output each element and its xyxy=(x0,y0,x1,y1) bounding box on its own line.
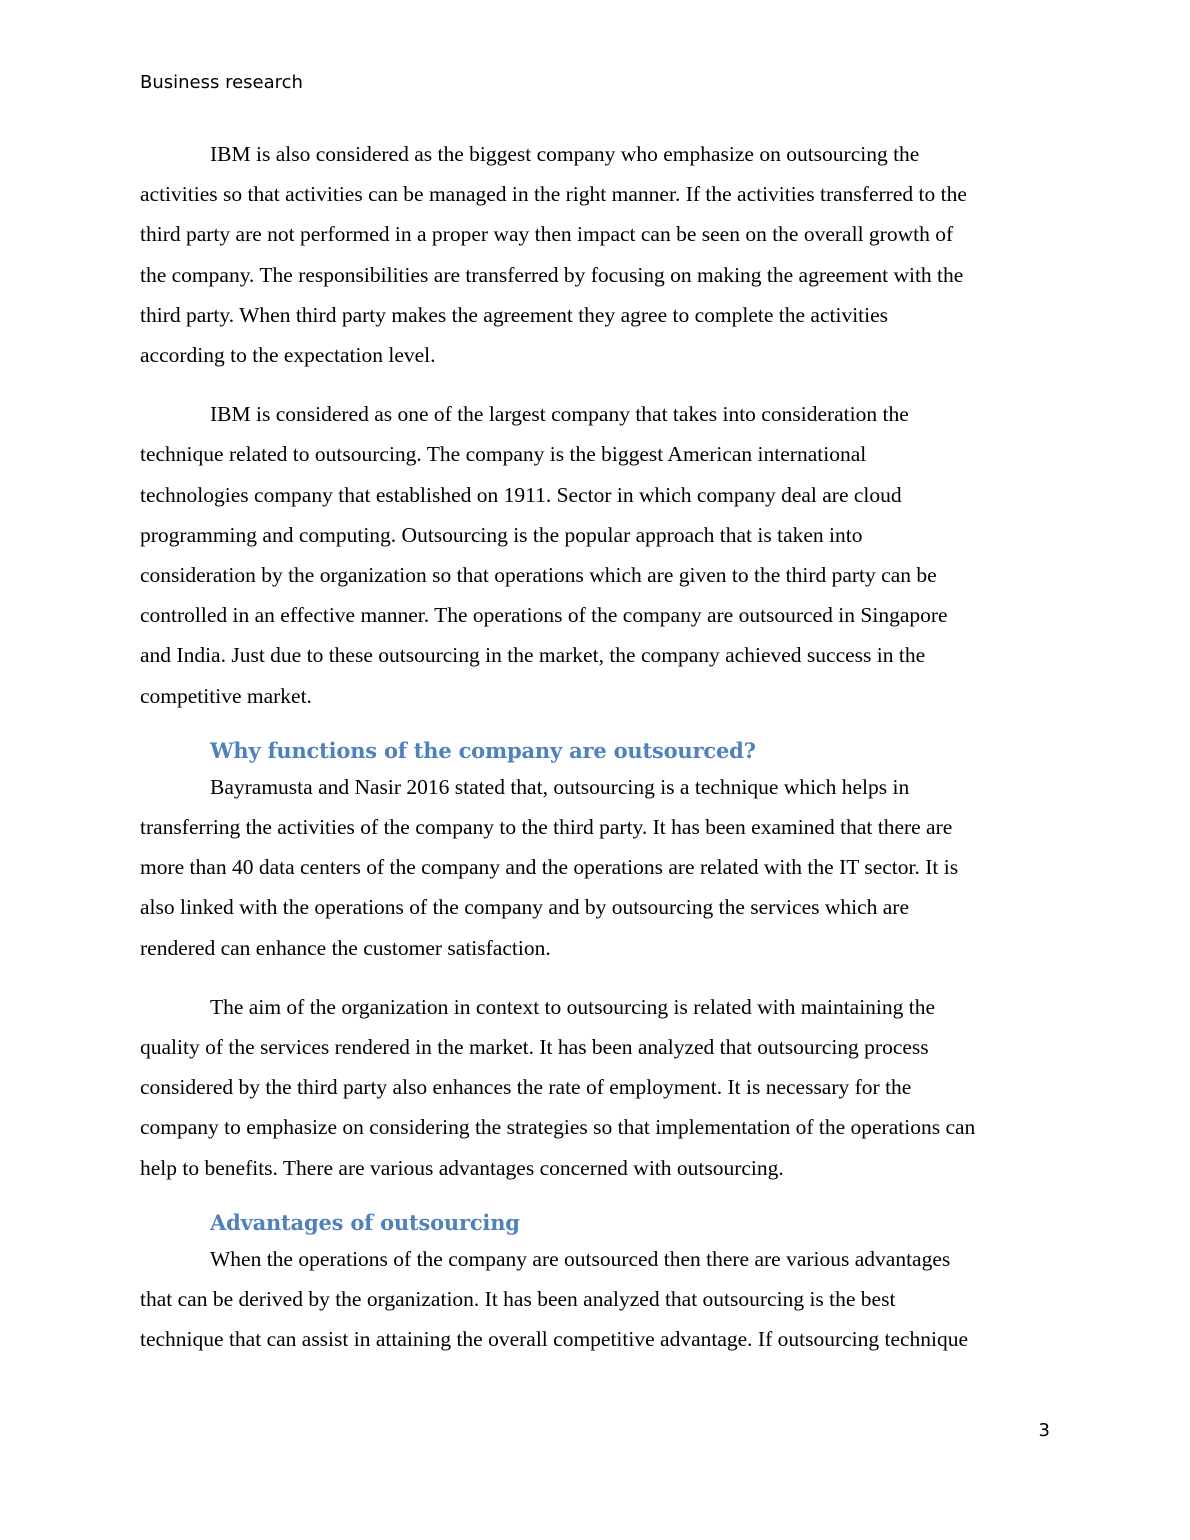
text-line: competitive market. xyxy=(140,683,312,708)
text-line: according to the expectation level. xyxy=(140,343,436,368)
section-heading-why-outsourced: Why functions of the company are outsourced? xyxy=(210,737,756,763)
text-line: consideration by the organization so that operations which are given to the third party can be xyxy=(140,563,937,588)
text-line: technique related to outsourcing. The company is the biggest American international xyxy=(140,442,867,467)
text-line: IBM is considered as one of the largest company that takes into consideration the xyxy=(210,402,909,427)
document-body xyxy=(140,134,1052,1359)
text-line: technique that can assist in attaining the overall competitive advantage. If outsourcing technique xyxy=(140,1327,969,1352)
text-line: transferring the activities of the company to the third party. It has been examined that there are xyxy=(140,815,953,840)
text-line: controlled in an effective manner. The operations of the company are outsourced in Singapore xyxy=(140,603,948,628)
paragraph-spacer xyxy=(140,716,1052,735)
paragraph-spacer xyxy=(140,1188,1052,1207)
paragraph-bayramusta xyxy=(140,767,1052,968)
text-line: third party are not performed in a proper way then impact can be seen on the overall growth of xyxy=(140,222,954,247)
text-line: activities so that activities can be managed in the right manner. If the activities transferred to the xyxy=(140,182,967,207)
paragraph-aim xyxy=(140,987,1052,1188)
text-line: rendered can enhance the customer satisfaction. xyxy=(140,935,551,960)
text-line: third party. When third party makes the agreement they agree to complete the activities xyxy=(140,302,889,327)
paragraph-ibm-biggest xyxy=(140,134,1052,375)
text-line: quality of the services rendered in the market. It has been analyzed that outsourcing process xyxy=(140,1035,929,1060)
running-header: Business research xyxy=(140,72,303,93)
section-heading-advantages: Advantages of outsourcing xyxy=(210,1209,520,1235)
text-line: programming and computing. Outsourcing is the popular approach that is taken into xyxy=(140,522,863,547)
text-line: company to emphasize on considering the strategies so that implementation of the operations can xyxy=(140,1115,976,1140)
text-line: also linked with the operations of the company and by outsourcing the services which are xyxy=(140,895,910,920)
text-line: considered by the third party also enhances the rate of employment. It is necessary for the xyxy=(140,1075,912,1100)
text-line: that can be derived by the organization. It has been analyzed that outsourcing is the best xyxy=(140,1287,896,1312)
paragraph-spacer xyxy=(140,375,1052,394)
paragraph-advantages xyxy=(140,1239,1052,1360)
text-line: help to benefits. There are various advantages concerned with outsourcing. xyxy=(140,1155,784,1180)
text-line: technologies company that established on 1911. Sector in which company deal are cloud xyxy=(140,482,902,507)
text-line: Bayramusta and Nasir 2016 stated that, outsourcing is a technique which helps in xyxy=(210,774,910,799)
text-line: When the operations of the company are outsourced then there are various advantages xyxy=(210,1246,951,1271)
text-line: and India. Just due to these outsourcing in the market, the company achieved success in the xyxy=(140,643,926,668)
paragraph-spacer xyxy=(140,968,1052,987)
text-line: more than 40 data centers of the company and the operations are related with the IT sector. It is xyxy=(140,855,959,880)
page-number: 3 xyxy=(1038,1420,1050,1441)
text-line: The aim of the organization in context to outsourcing is related with maintaining the xyxy=(210,994,936,1019)
paragraph-ibm-largest xyxy=(140,394,1052,716)
text-line: IBM is also considered as the biggest company who emphasize on outsourcing the xyxy=(210,142,920,166)
text-line: the company. The responsibilities are transferred by focusing on making the agreement with the xyxy=(140,262,964,287)
